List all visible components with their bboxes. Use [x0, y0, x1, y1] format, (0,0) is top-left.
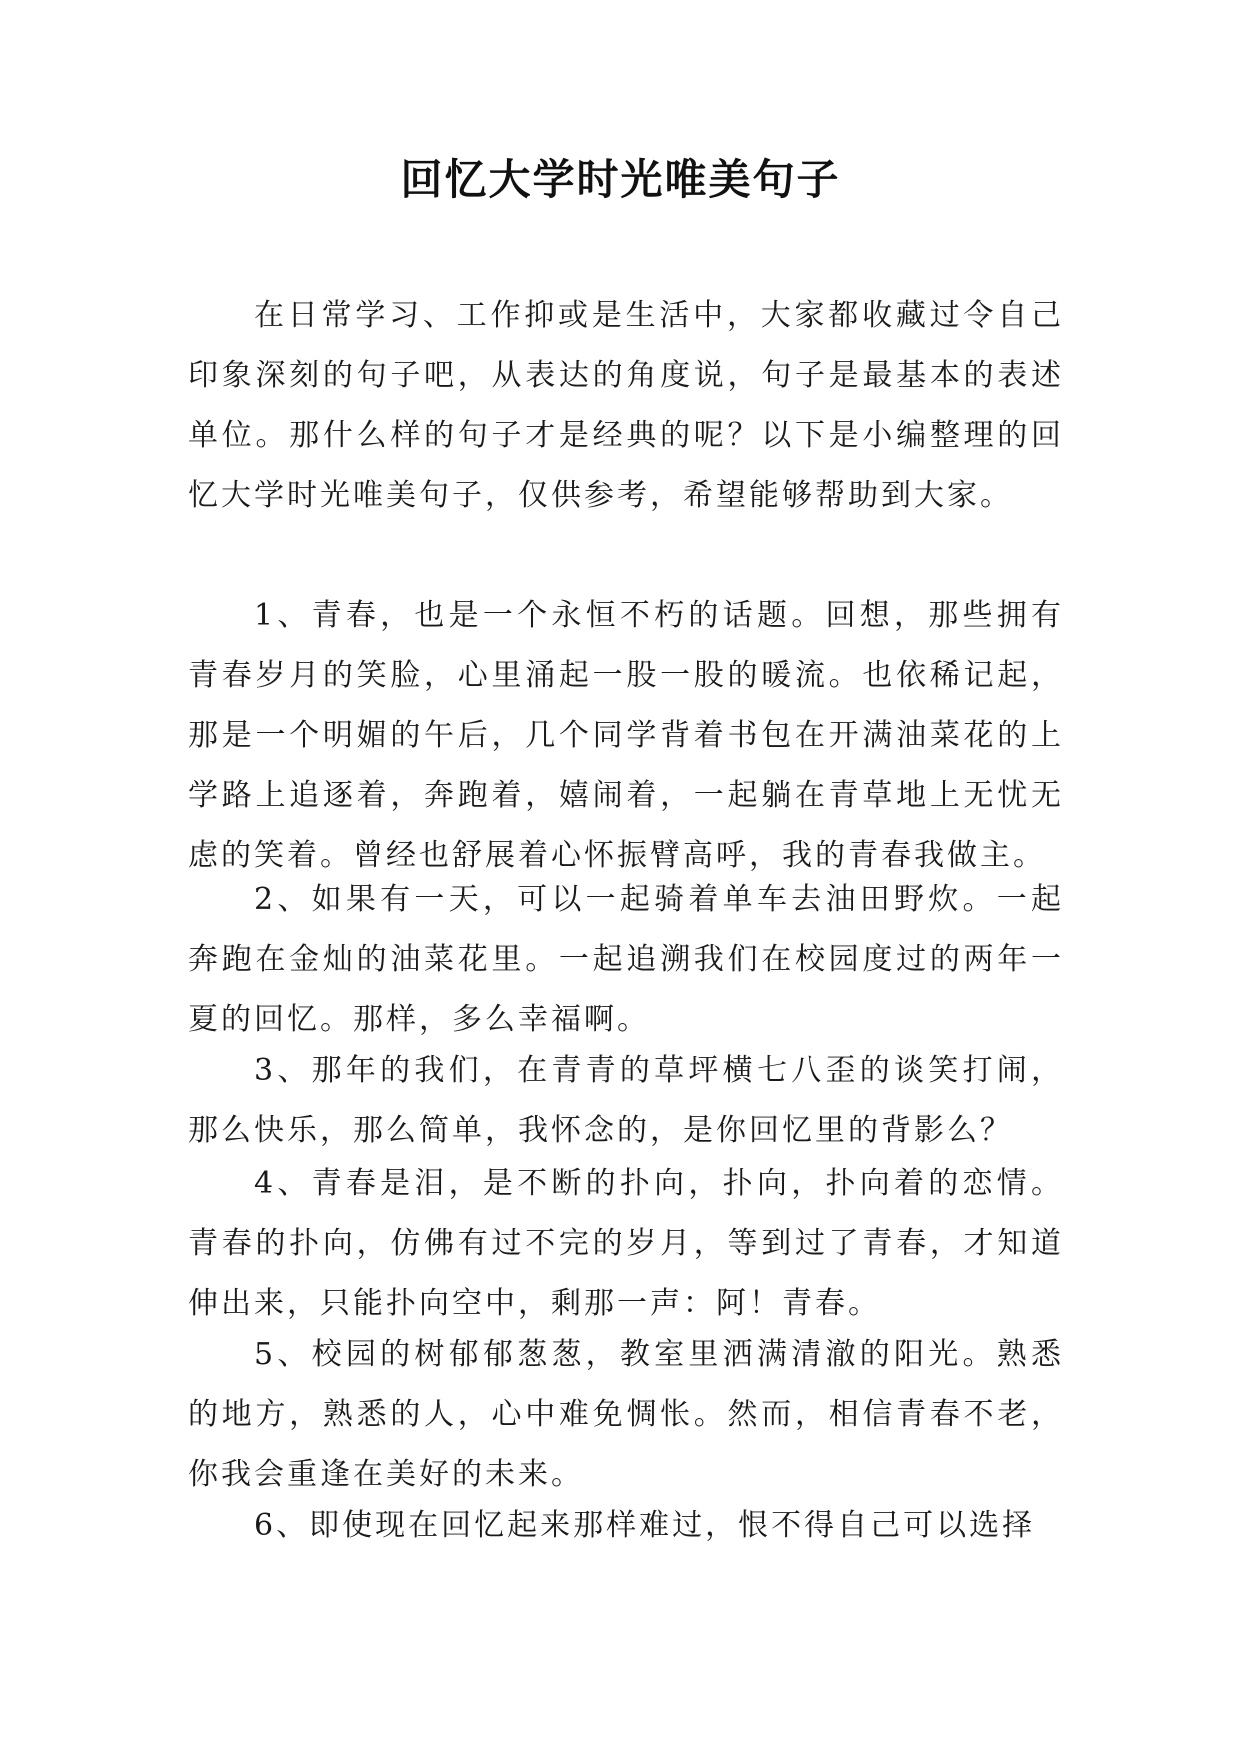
intro-paragraph: 在日常学习、工作抑或是生活中，大家都收藏过令自己印象深刻的句子吧，从表达的角度说，句子是最基本的表述单位。那什么样的句子才是经典的呢？以下是小编整理的回忆大学时光唯美句子，仅供参考，希望能够帮助到大家。 — [188, 298, 1064, 513]
paragraph-4: 4、青春是泪，是不断的扑向，扑向，扑向着的恋情。青春的扑向，仿佛有过不完的岁月，等到过了青春，才知道伸出来，只能扑向空中，剩那一声：阿！青春。 — [188, 1166, 1064, 1321]
paragraph-5: 5、校园的树郁郁葱葱，教室里洒满清澈的阳光。熟悉的地方，熟悉的人，心中难免惆怅。然而，相信青春不老，你我会重逢在美好的未来。 — [188, 1337, 1064, 1492]
paragraph-6: 6、即使现在回忆起来那样难过，恨不得自己可以选择 — [254, 1508, 1036, 1543]
paragraph-1: 1、青春，也是一个永恒不朽的话题。回想，那些拥有青春岁月的笑脸，心里涌起一股一股的暖流。也依稀记起，那是一个明媚的午后，几个同学背着书包在开满油菜花的上学路上追逐着，奔跑着，嬉闹着，一起躺在青草地上无忧无虑的笑着。曾经也舒展着心怀振臂高呼，我的青春我做主。 — [188, 598, 1064, 873]
paragraph-3: 3、那年的我们，在青青的草坪横七八歪的谈笑打闹，那么快乐，那么简单，我怀念的，是你回忆里的背影么？ — [188, 1053, 1064, 1148]
paragraph-2: 2、如果有一天，可以一起骑着单车去油田野炊。一起奔跑在金灿的油菜花里。一起追溯我们在校园度过的两年一夏的回忆。那样，多么幸福啊。 — [188, 882, 1064, 1037]
document-title: 回忆大学时光唯美句子 — [400, 155, 841, 204]
